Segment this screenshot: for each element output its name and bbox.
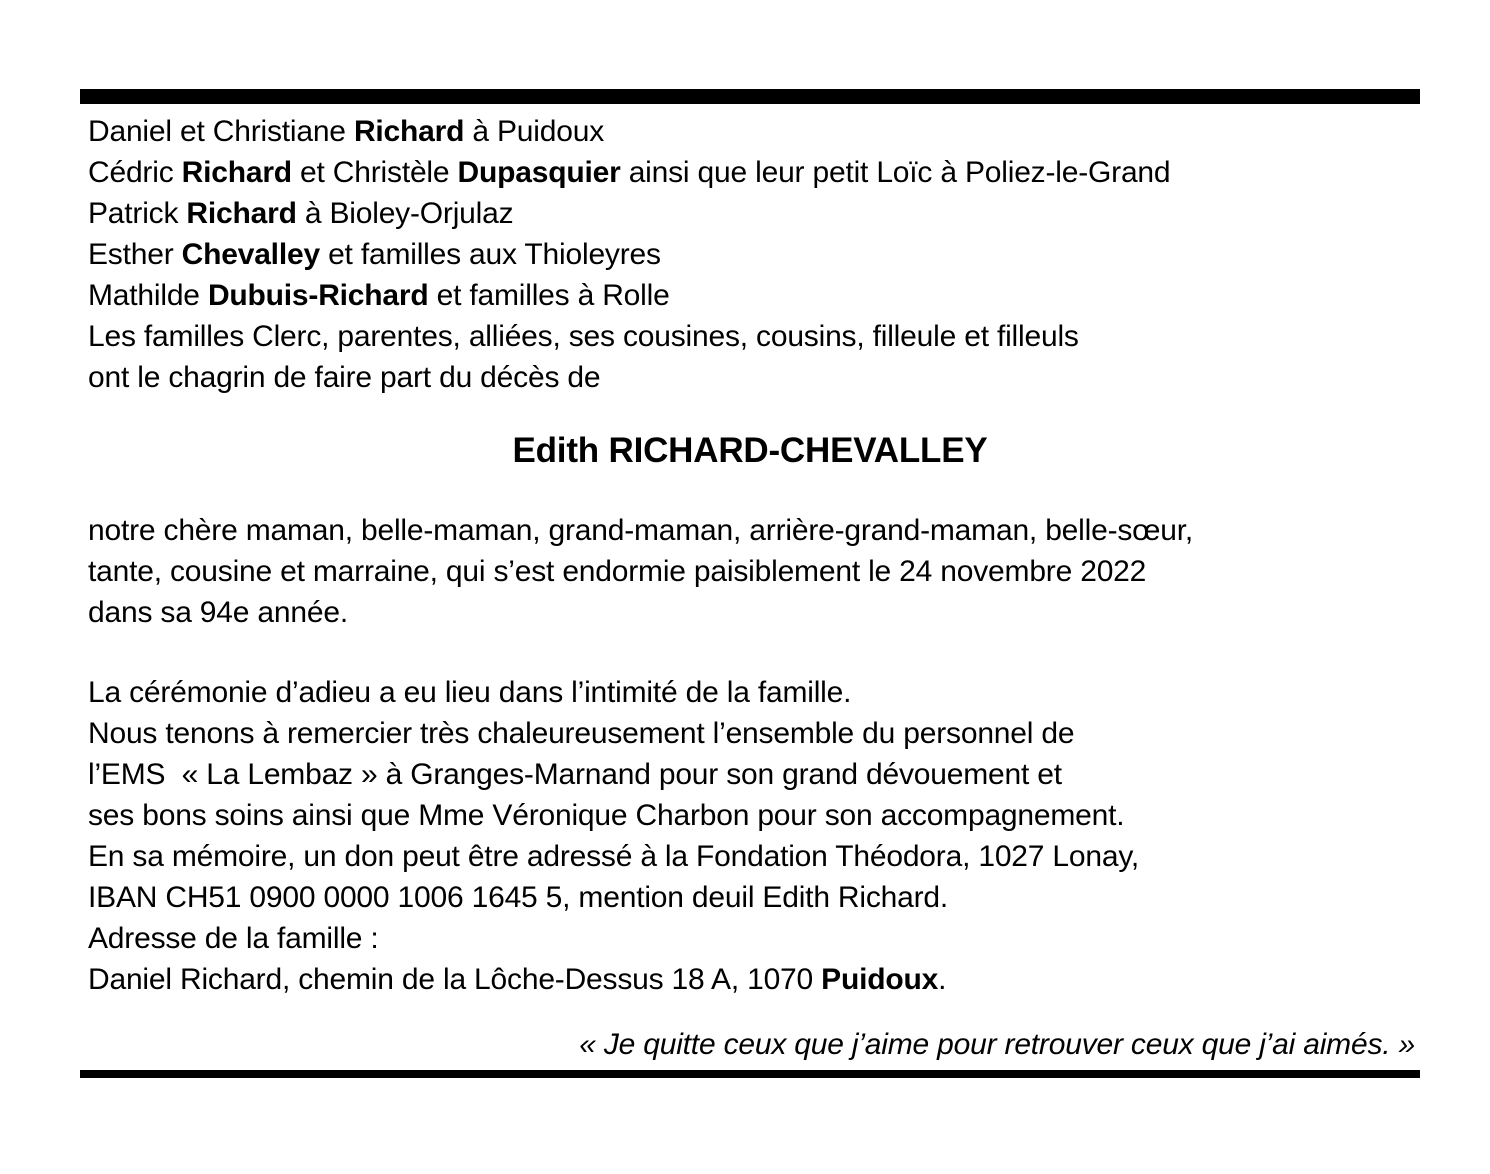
- text-line: [88, 836, 1420, 877]
- bold-name-segment: Puidoux: [821, 963, 939, 996]
- text-segment: Nous tenons à remercier très chaleureusement l’ensemble du personnel de: [88, 717, 1075, 750]
- text-line: [88, 918, 1420, 959]
- text-segment: Cédric: [88, 156, 182, 189]
- text-segment: ainsi que leur petit Loïc à Poliez-le-Grand: [620, 156, 1171, 189]
- intro-paragraph: [80, 510, 1420, 633]
- text-line: [88, 672, 1420, 713]
- text-line: [88, 713, 1420, 754]
- quote-line: « Je quitte ceux que j’aime pour retrouver ceux que j’ai aimés. »: [579, 1028, 1415, 1061]
- bold-name-segment: Dupasquier: [457, 156, 621, 189]
- text-line: [88, 510, 1420, 551]
- text-line: [88, 111, 1420, 152]
- text-segment: Mathilde: [88, 279, 208, 312]
- family-lines: [80, 111, 1420, 398]
- text-segment: dans sa 94e année.: [88, 596, 348, 629]
- text-segment: et Christèle: [291, 156, 458, 189]
- text-segment: notre chère maman, belle-maman, grand-maman, arrière-grand-maman, belle-sœur,: [88, 514, 1194, 547]
- text-segment: à Bioley-Orjulaz: [296, 197, 514, 230]
- bottom-rule: [80, 1070, 1420, 1078]
- text-segment: Esther: [88, 238, 182, 271]
- bold-name-segment: Chevalley: [181, 238, 320, 271]
- text-segment: IBAN CH51 0900 0000 1006 1645 5, mention deuil Edith Richard.: [88, 881, 949, 914]
- text-segment: En sa mémoire, un don peut être adressé à la Fondation Théodora, 1027 Lonay,: [88, 840, 1140, 873]
- text-line: [88, 152, 1420, 193]
- bold-name-segment: Richard: [186, 197, 297, 230]
- text-segment: La cérémonie d’adieu a eu lieu dans l’intimité de la famille.: [88, 676, 852, 709]
- text-line: [88, 551, 1420, 592]
- text-segment: tante, cousine et marraine, qui s’est endormie paisiblement le 24 novembre 2022: [88, 555, 1147, 588]
- text-line: [88, 316, 1420, 357]
- top-rule: [80, 89, 1420, 104]
- text-segment: .: [938, 963, 947, 996]
- bold-name-segment: Richard: [181, 156, 292, 189]
- text-segment: Patrick: [88, 197, 187, 230]
- text-segment: Les familles Clerc, parentes, alliées, ses cousines, cousins, filleule et filleuls: [88, 320, 1079, 353]
- text-line: [88, 754, 1420, 795]
- text-segment: l’EMS « La Lembaz » à Granges-Marnand pour son grand dévouement et: [88, 758, 1062, 791]
- text-segment: Daniel et Christiane: [88, 115, 354, 148]
- text-line: [88, 877, 1420, 918]
- details-paragraph: [80, 672, 1420, 1000]
- bold-name-segment: Richard: [353, 115, 465, 148]
- text-line: [88, 795, 1420, 836]
- text-line: [88, 275, 1420, 316]
- bold-name-segment: Dubuis-Richard: [207, 279, 429, 312]
- text-segment: ont le chagrin de faire part du décès de: [88, 361, 601, 394]
- text-segment: Daniel Richard, chemin de la Lôche-Dessus 18 A, 1070: [88, 963, 822, 996]
- text-segment: et familles aux Thioleyres: [319, 238, 661, 271]
- text-segment: à Puidoux: [464, 115, 605, 148]
- deceased-name-title: Edith RICHARD-CHEVALLEY: [512, 431, 988, 470]
- text-line: [88, 959, 1420, 1000]
- text-line: [88, 234, 1420, 275]
- text-segment: ses bons soins ainsi que Mme Véronique Charbon pour son accompagnement.: [88, 799, 1125, 832]
- text-line: [88, 592, 1420, 633]
- text-line: [88, 357, 1420, 398]
- notice-content: [80, 89, 1420, 1078]
- text-segment: Adresse de la famille :: [88, 922, 379, 955]
- text-line: [88, 193, 1420, 234]
- text-segment: et familles à Rolle: [428, 279, 670, 312]
